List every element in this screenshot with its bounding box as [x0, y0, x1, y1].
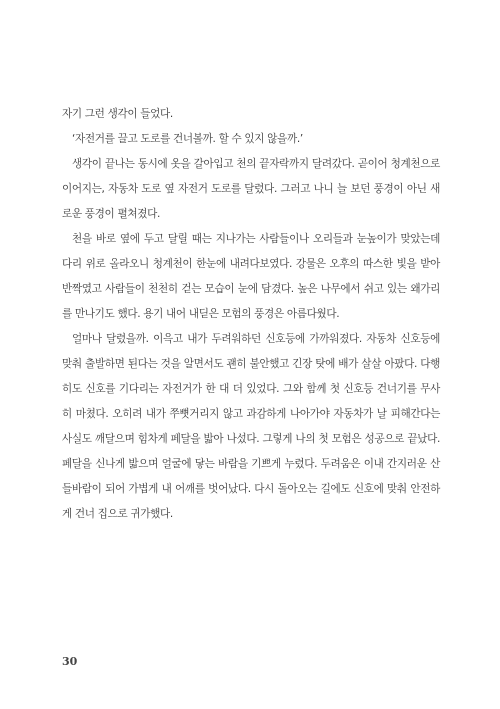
page-number: 30 [62, 655, 78, 668]
paragraph: 천을 바로 옆에 두고 달릴 때는 지나가는 사람들이나 오리들과 눈높이가 맞았는데 다리 위로 올라오니 청계천이 한눈에 내려다보였다. 강물은 오후의 따스한 빛을 받아 반짝였고 사람들이 천천히 걷는 모습이 눈에 담겼다. 높은 나무에서 쉬고 있는 왜가리를 만나기도 했다. 용기 내어 내딛은 모험의 풍경은 아름다웠다. [62, 233, 440, 320]
body-text [62, 102, 440, 527]
paragraph: ‘자전거를 끌고 도로를 건너볼까. 할 수 있지 않을까.’ [72, 133, 303, 145]
paragraph: 생각이 끝나는 동시에 옷을 갈아입고 천의 끝자락까지 달려갔다. 곧이어 청계천으로 이어지는, 자동차 도로 옆 자전거 도로를 달렸다. 그러고 나니 늘 보던 풍경이 아닌 새로운 풍경이 펼쳐졌다. [62, 158, 440, 220]
paragraph: 얼마나 달렸을까. 이윽고 내가 두려워하던 신호등에 가까워졌다. 자동차 신호등에 맞춰 출발하면 된다는 것을 알면서도 괜히 불안했고 긴장 탓에 배가 살살 아팠다. 다행히도 신호를 기다리는 자전거가 한 대 더 있었다. 그와 함께 첫 신호등 건너기를 무사히 마쳤다. 오히려 내가 쭈뼛거리지 않고 과감하게 나아가야 자동차가 날 피해간다는 사실도 깨달으며 힘차게 페달을 밟아 나섰다. 그렇게 나의 첫 모험은 성공으로 끝났다. 페달을 신나게 밟으며 얼굴에 닿는 바람을 기쁘게 누렸다. 두려움은 이내 간지러운 산들바람이 되어 가볍게 내 어깨를 벗어났다. 다시 돌아오는 길에도 신호에 맞춰 안전하게 건너 집으로 귀가했다. [62, 333, 440, 520]
paragraph: 자기 그런 생각이 들었다. [62, 108, 173, 120]
